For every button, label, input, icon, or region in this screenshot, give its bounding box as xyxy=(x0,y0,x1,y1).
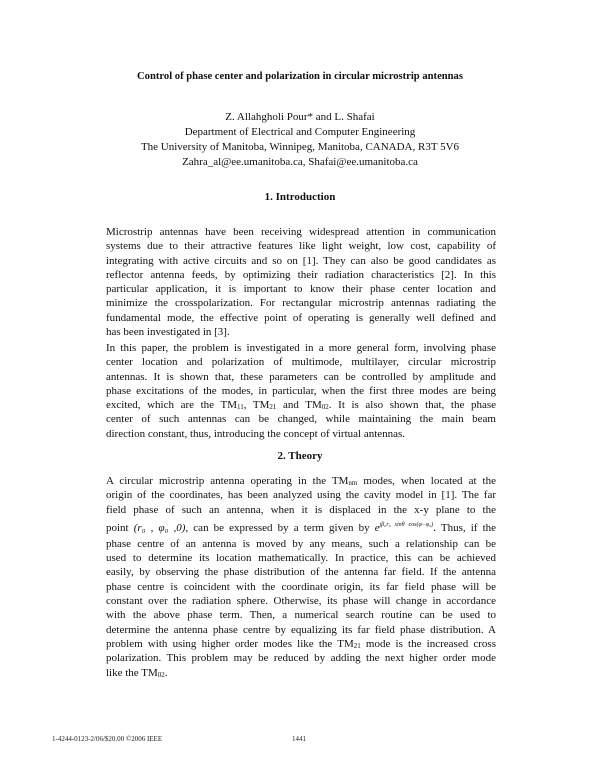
text-line: phase centre is coincident with the coordinate origin, its far field phase will be xyxy=(106,580,496,593)
author-names: Z. Allahgholi Pour* and L. Shafai xyxy=(225,111,375,123)
text-line: Microstrip antennas have been receiving widespread attention in communication xyxy=(106,226,496,238)
text-line: origin of the coordinates, has been analyzed using the cavity model in [1]. The far xyxy=(106,489,496,502)
text-fragment: . Thus, if the xyxy=(433,521,497,534)
text-line: constant over the radiation sphere. Otherwise, its phase will change in accordance xyxy=(106,595,496,608)
text-line: systems due to their attractive features like light weight, low cost, capability of xyxy=(106,240,496,253)
intro-paragraph-2 xyxy=(106,341,496,441)
text-line: fundamental mode, the effective point of operating is generally well defined and xyxy=(106,311,496,324)
exponential-base: e xyxy=(374,521,380,534)
text-fragment: , can be expressed by a term given by xyxy=(185,521,370,534)
mode-subscript: 11 xyxy=(236,403,244,412)
text-line xyxy=(106,666,496,680)
section-heading-theory: 2. Theory xyxy=(277,450,323,462)
author-block xyxy=(60,110,540,170)
mode-subscript: 21 xyxy=(269,403,277,412)
text-fragment: , TM xyxy=(243,399,270,412)
text-line: with the above phase term. Then, a numerical search routine can be used to xyxy=(106,609,496,622)
text-line: center location and polarization of multimode, multilayer, circular microstrip xyxy=(106,356,496,369)
text-fragment: mode is the increased cross xyxy=(360,637,496,650)
text-line: reflector antenna feeds, by optimizing their radiation characteristics [2]. In this xyxy=(106,268,496,281)
text-line: used to determine its location mathematically. In practice, this can be achieved xyxy=(106,552,496,565)
author-emails: Zahra_al@ee.umanitoba.ca, Shafai@ee.umanitoba.ca xyxy=(182,156,418,168)
text-fragment: modes, when located at the xyxy=(357,475,496,487)
text-line: determine the antenna phase centre by equalizing its far field phase distribution. A xyxy=(106,623,496,636)
mode-subscript: 02 xyxy=(157,670,165,679)
text-fragment: excited, which are the TM xyxy=(106,399,237,412)
text-fragment: A circular microstrip antenna operating in the TM xyxy=(106,475,349,487)
mode-subscript: 02 xyxy=(321,403,329,412)
text-line: particular application, it is important to know their phase center location and xyxy=(106,283,496,296)
text-line: easily, by observing the phase distribution of the antenna far field. If the antenna xyxy=(106,566,496,579)
author-university: The University of Manitoba, Winnipeg, Manitoba, CANADA, R3T 5V6 xyxy=(140,141,460,153)
point-expression: (r₀ , φ₀ ,0) xyxy=(133,521,186,534)
text-line xyxy=(106,637,496,651)
footer-copyright: 1-4244-0123-2/06/$20.00 ©2006 IEEE xyxy=(52,735,163,743)
text-line: minimize the crosspolarization. For rectangular microstrip antennas radiating the xyxy=(106,297,496,310)
text-line: field phase of such an antenna, when it is displaced in the x-y plane to the xyxy=(106,503,496,516)
intro-paragraph-1 xyxy=(106,225,496,339)
text-line xyxy=(106,398,496,412)
text-line: phase excitations of the modes, in particular, when the first three modes are being xyxy=(106,384,496,397)
mode-subscript: 21 xyxy=(353,641,361,650)
text-fragment: point xyxy=(106,521,129,534)
text-line: has been investigated in [3]. xyxy=(106,326,230,339)
text-fragment: like the TM xyxy=(106,666,158,679)
text-line: center of such antennas can be changed, while maintaining the main beam xyxy=(106,413,496,426)
text-line xyxy=(106,517,496,537)
text-line: polarization. This problem may be reduced by adding the next higher order mode xyxy=(106,652,496,665)
text-line: phase centre of an antenna is moved by any means, such a relationship can be xyxy=(106,537,496,550)
page-number: 1441 xyxy=(292,735,306,743)
exponent-expression: jβ₀r₀ sinθ cos(φ−φ₀) xyxy=(379,521,434,528)
paper-title: Control of phase center and polarization in circular microstrip antennas xyxy=(137,71,463,82)
text-fragment: . It is also shown that, the phase xyxy=(328,399,497,412)
theory-paragraph xyxy=(106,474,496,680)
text-line: direction constant, thus, introducing the concept of virtual antennas. xyxy=(106,427,406,440)
text-line: In this paper, the problem is investigated in a more general form, involving phase xyxy=(106,342,496,354)
text-fragment: and TM xyxy=(276,399,322,412)
text-fragment: problem with using higher order modes like the TM xyxy=(106,637,354,650)
author-department: Department of Electrical and Computer Engineering xyxy=(184,126,416,138)
section-heading-introduction: 1. Introduction xyxy=(264,191,336,203)
text-line: antennas. It is shown that, these parameters can be controlled by amplitude and xyxy=(106,370,496,383)
text-line xyxy=(106,474,496,488)
text-line: integrating with active circuits and so on [1]. They can also be good candidates as xyxy=(106,254,496,267)
mode-subscript: nm xyxy=(348,479,358,487)
text-fragment: . xyxy=(164,666,168,679)
